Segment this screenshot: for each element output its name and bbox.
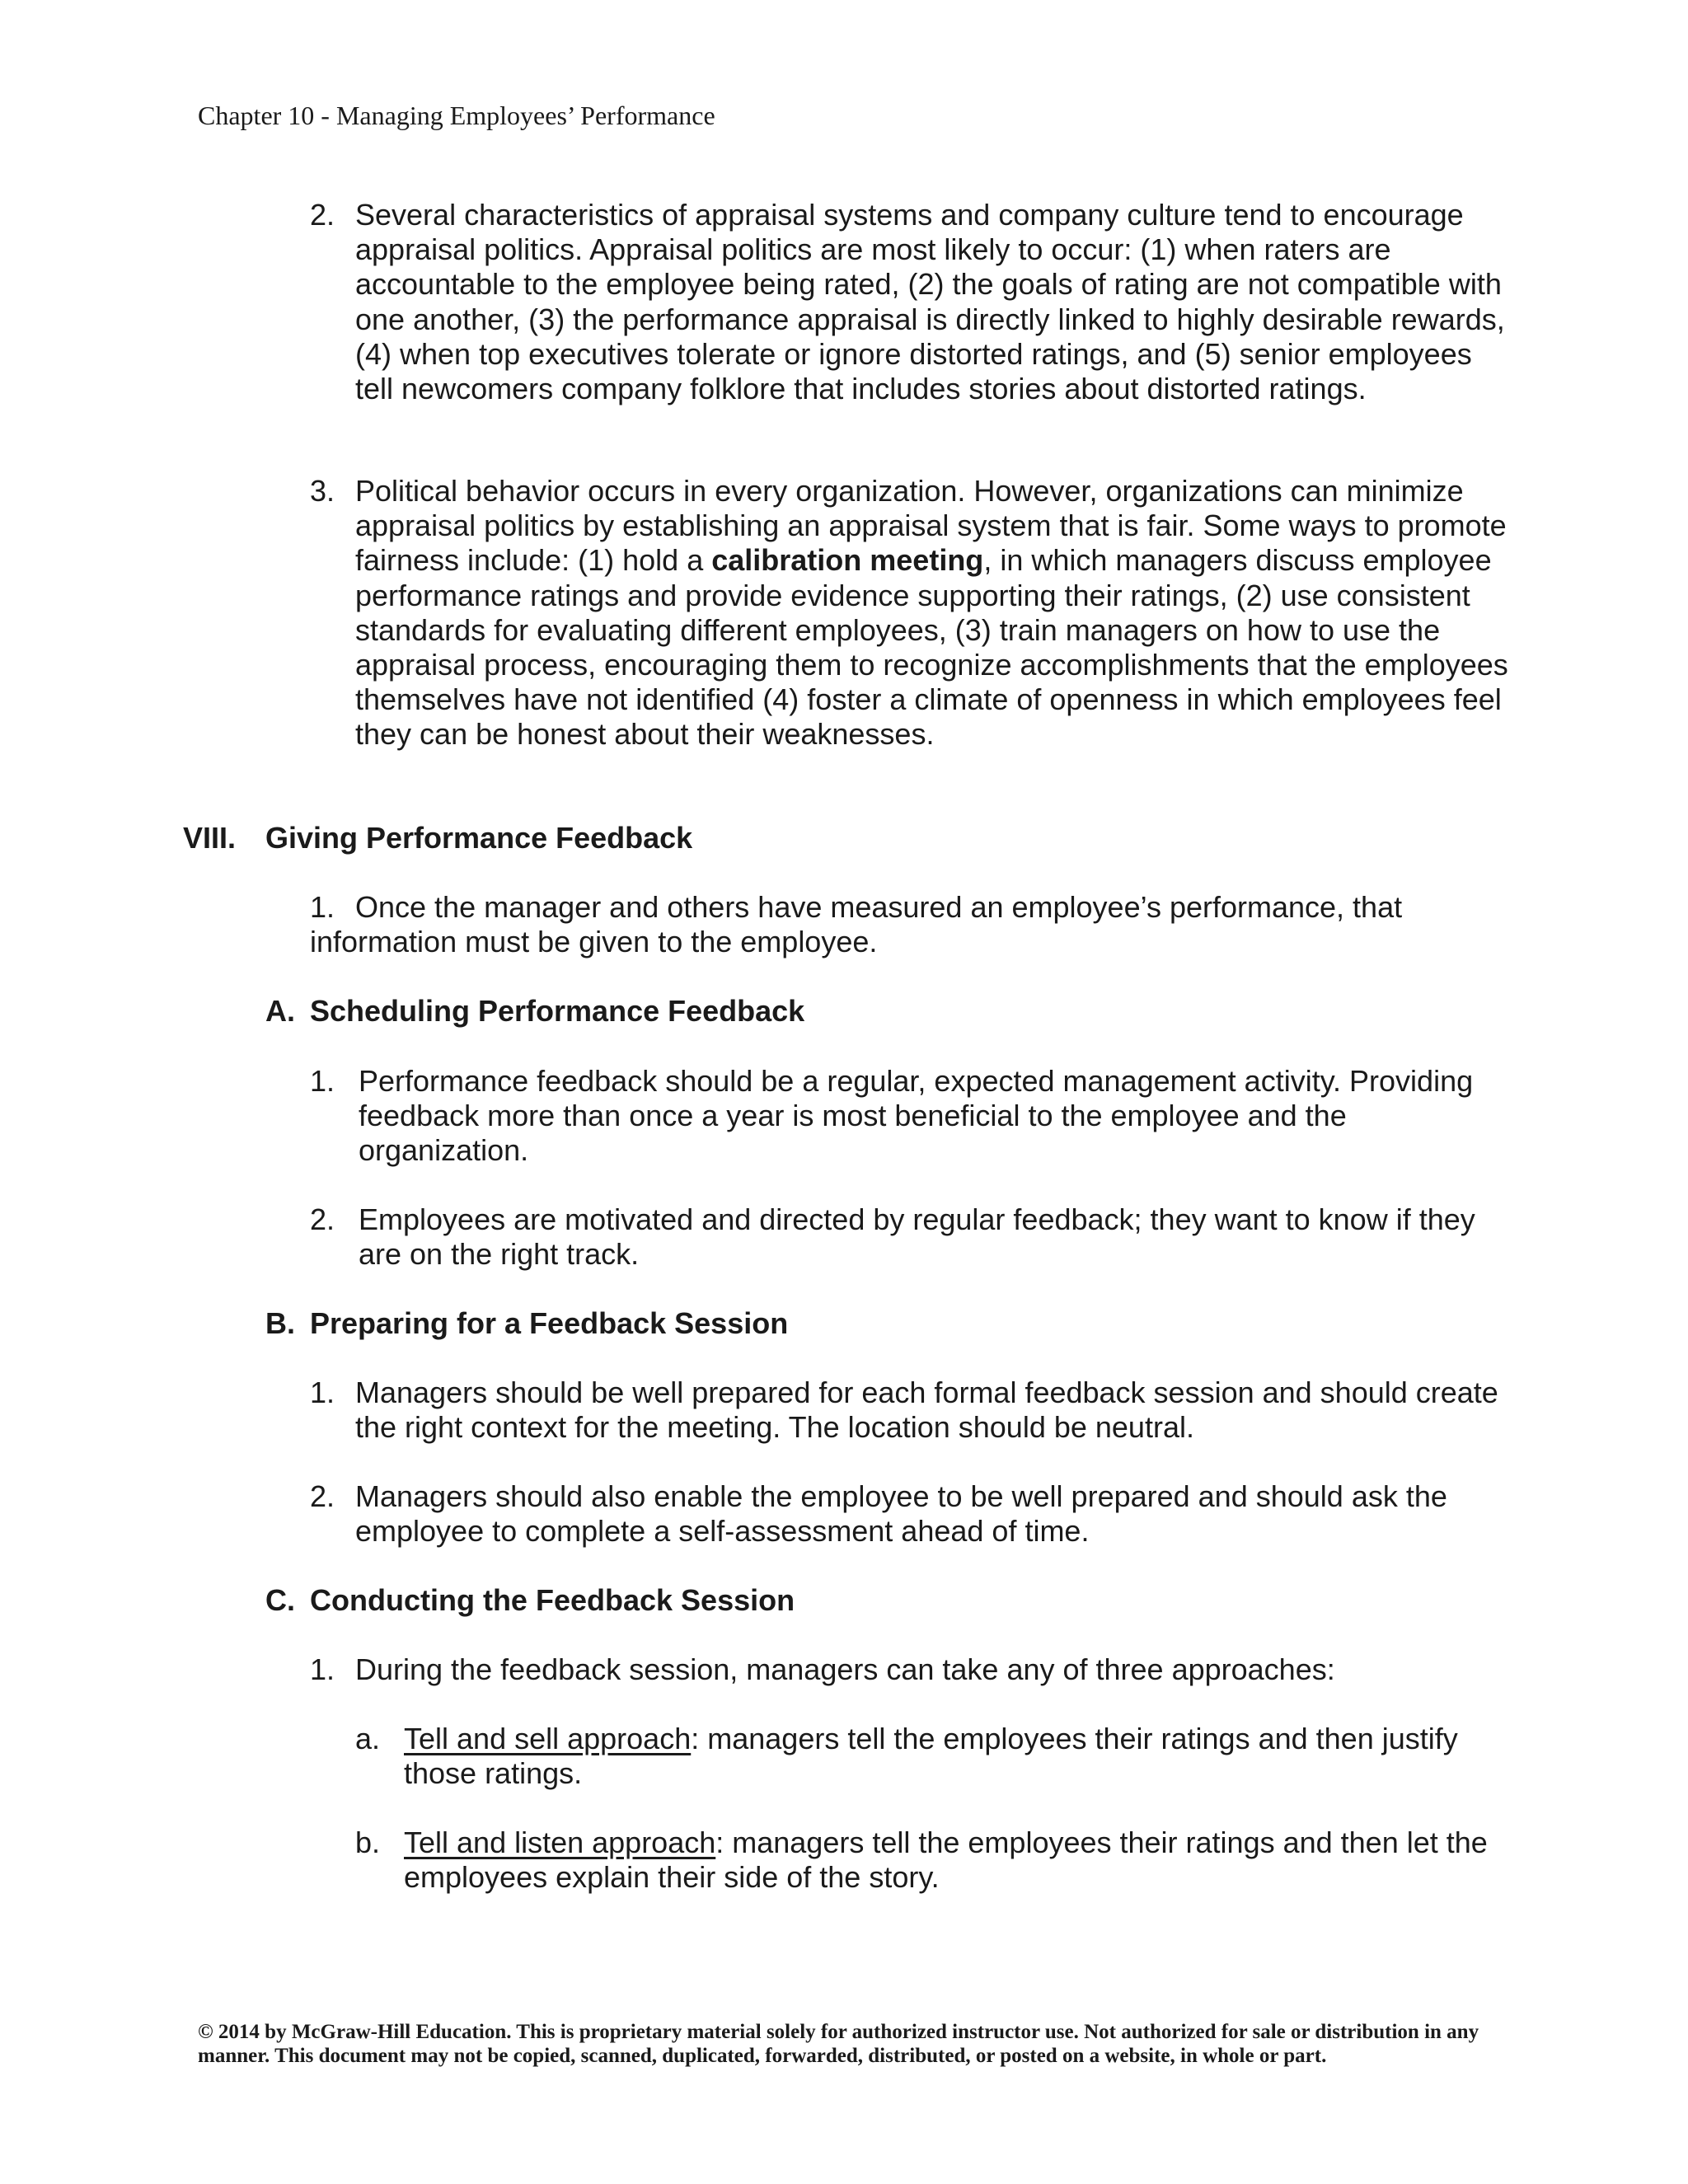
list-letter: b. bbox=[355, 1825, 381, 1859]
list-item-text: Managers should also enable the employee to be well prepared and should ask the employee to complete a self-assessment ahead of time. bbox=[355, 1479, 1447, 1549]
subsection-title: Conducting the Feedback Session bbox=[310, 1583, 795, 1617]
subsection-letter: C. bbox=[265, 1583, 295, 1617]
running-header: Chapter 10 - Managing Employees’ Performance bbox=[198, 101, 715, 130]
subsection-letter: A. bbox=[265, 994, 295, 1028]
list-number: 2. bbox=[310, 1479, 335, 1513]
copyright-footer: © 2014 by McGraw-Hill Education. This is proprietary material solely for authorized instructor use. Not authorized for sale or distribution in any manner. This document may not be copied, scanned, duplicated, forwarded, distributed, or posted on a website, in whole or part. bbox=[198, 2021, 1479, 2067]
list-item-text bbox=[355, 474, 1509, 752]
list-number: 1. bbox=[310, 1064, 335, 1098]
section-numeral: VIII. bbox=[183, 821, 237, 855]
list-item-text: Employees are motivated and directed by regular feedback; they want to know if they are on the right track. bbox=[359, 1202, 1475, 1272]
approach-description: : managers tell the employees their ratings and then let the employees explain their side of the story. bbox=[404, 1825, 1488, 1895]
list-number: 1. bbox=[310, 1652, 335, 1686]
list-item-text: Performance feedback should be a regular, expected management activity. Providing feedback more than once a year is most beneficial to the employee and the organization. bbox=[359, 1064, 1474, 1168]
section-title: Giving Performance Feedback bbox=[265, 821, 693, 855]
list-number: 2. bbox=[310, 1202, 335, 1236]
list-number: 2. bbox=[310, 198, 335, 232]
approach-text bbox=[404, 1722, 1492, 1791]
approach-name: Tell and sell approach bbox=[404, 1722, 692, 1755]
text-segment: , in which managers discuss employee performance ratings and provide evidence supporting their ratings, (2) use consistent standards for evaluating different employees, (3) train managers on how to use the appraisal process, encouraging them to recognize accomplishments that the employees themselves have not identified (4) foster a climate of openness in which employees feel they can be honest about their weaknesses. bbox=[355, 543, 1508, 752]
list-number: 1. bbox=[310, 890, 335, 924]
list-item-text: Managers should be well prepared for each formal feedback session and should create the right context for the meeting. The location should be neutral. bbox=[355, 1376, 1498, 1445]
list-number: 3. bbox=[310, 474, 335, 508]
approach-name: Tell and listen approach bbox=[404, 1825, 716, 1859]
text-segment: Political behavior occurs in every organization. However, organizations can minimize appraisal politics by establishing an appraisal system that is fair. Some ways to promote fairness include: (1) hold a bbox=[355, 474, 1507, 578]
approach-description: : managers tell the employees their ratings and then justify those ratings. bbox=[404, 1722, 1458, 1791]
list-item-text: Once the manager and others have measured an employee’s performance, that information must be given to the employee. bbox=[310, 890, 1403, 959]
subsection-title: Preparing for a Feedback Session bbox=[310, 1306, 789, 1340]
approach-text bbox=[404, 1825, 1492, 1895]
calibration-meeting-term: calibration meeting bbox=[711, 543, 984, 578]
list-letter: a. bbox=[355, 1722, 381, 1755]
subsection-title: Scheduling Performance Feedback bbox=[310, 994, 805, 1028]
subsection-letter: B. bbox=[265, 1306, 295, 1340]
list-item-text: During the feedback session, managers can take any of three approaches: bbox=[355, 1652, 1335, 1686]
list-item-text: Several characteristics of appraisal systems and company culture tend to encourage appraisal politics. Appraisal politics are most likely to occur: (1) when raters are accountable to the employee being rated, (2) the goals of rating are not compatible with one another, (3) the performance appraisal is directly linked to highly desirable rewards, (4) when top executives tolerate or ignore distorted ratings, and (5) senior employees tell newcomers company folklore that includes stories about distorted ratings. bbox=[355, 198, 1505, 406]
list-number: 1. bbox=[310, 1376, 335, 1409]
